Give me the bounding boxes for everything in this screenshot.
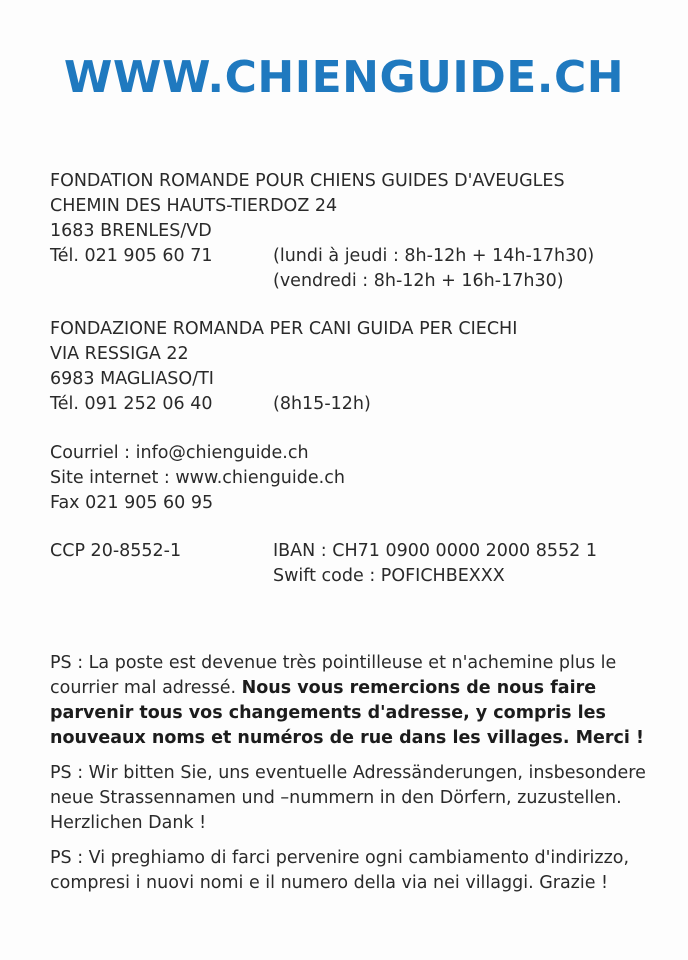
fondation-romande-address bbox=[50, 169, 595, 294]
hours-fri: (vendredi : 8h-12h + 16h-17h30) bbox=[273, 271, 564, 291]
ps-italian-text: PS : Vi preghiamo di farci pervenire ogni cambiamento d'indirizzo, compresi i nuovi nomi e il numero della via nei villaggi. Grazie ! bbox=[50, 848, 630, 893]
email-line: Courriel : info@chienguide.ch bbox=[50, 443, 309, 463]
hours-mon-thu: (lundi à jeudi : 8h-12h + 14h-17h30) bbox=[273, 246, 595, 266]
hours-it: (8h15-12h) bbox=[273, 394, 371, 414]
bank-row-2 bbox=[50, 564, 505, 589]
hours-row-fri bbox=[50, 269, 565, 294]
website-line: Site internet : www.chienguide.ch bbox=[50, 468, 345, 488]
phone-number-fr: Tél. 021 905 60 71 bbox=[50, 246, 213, 266]
ccp-number: CCP 20-8552-1 bbox=[50, 541, 182, 561]
iban-number: IBAN : CH71 0900 0000 2000 8552 1 bbox=[273, 541, 597, 561]
phone-number-it: Tél. 091 252 06 40 bbox=[50, 394, 213, 414]
ps-note-italian bbox=[50, 846, 668, 896]
ps-note-french bbox=[50, 651, 668, 751]
fax-line: Fax 021 905 60 95 bbox=[50, 493, 214, 513]
phone-row-it bbox=[50, 392, 517, 417]
organization-name-fr: FONDATION ROMANDE POUR CHIENS GUIDES D'AVEUGLES bbox=[50, 171, 565, 191]
organization-name-it: FONDAZIONE ROMANDA PER CANI GUIDA PER CIECHI bbox=[50, 319, 518, 339]
bank-info bbox=[50, 539, 597, 589]
ps-french-bold: Nous vous remercions de nous faire parvenir tous vos changements d'adresse, y compris les nouveaux noms et numéros de rue dans les villages. Merci ! bbox=[50, 678, 644, 748]
contact-info bbox=[50, 441, 345, 516]
swift-code: Swift code : POFICHBEXXX bbox=[273, 566, 505, 586]
bank-row-1 bbox=[50, 539, 597, 564]
phone-row-fr bbox=[50, 244, 595, 269]
ps-german-text: PS : Wir bitten Sie, uns eventuelle Adressänderungen, insbesondere neue Strassennamen und –nummern in den Dörfern, zuzustellen. Herzlichen Dank ! bbox=[50, 763, 646, 833]
city-it: 6983 MAGLIASO/TI bbox=[50, 369, 214, 389]
street-address-fr: CHEMIN DES HAUTS-TIERDOZ 24 bbox=[50, 196, 338, 216]
website-title: WWW.CHIENGUIDE.CH bbox=[63, 52, 625, 103]
fondazione-romanda-address bbox=[50, 317, 517, 417]
street-address-it: VIA RESSIGA 22 bbox=[50, 344, 189, 364]
city-fr: 1683 BRENLES/VD bbox=[50, 221, 212, 241]
ps-note-german bbox=[50, 761, 668, 836]
ps-french-intro: PS : La poste est devenue très pointilleuse et n'achemine plus le courrier mal adressé. bbox=[50, 653, 617, 698]
